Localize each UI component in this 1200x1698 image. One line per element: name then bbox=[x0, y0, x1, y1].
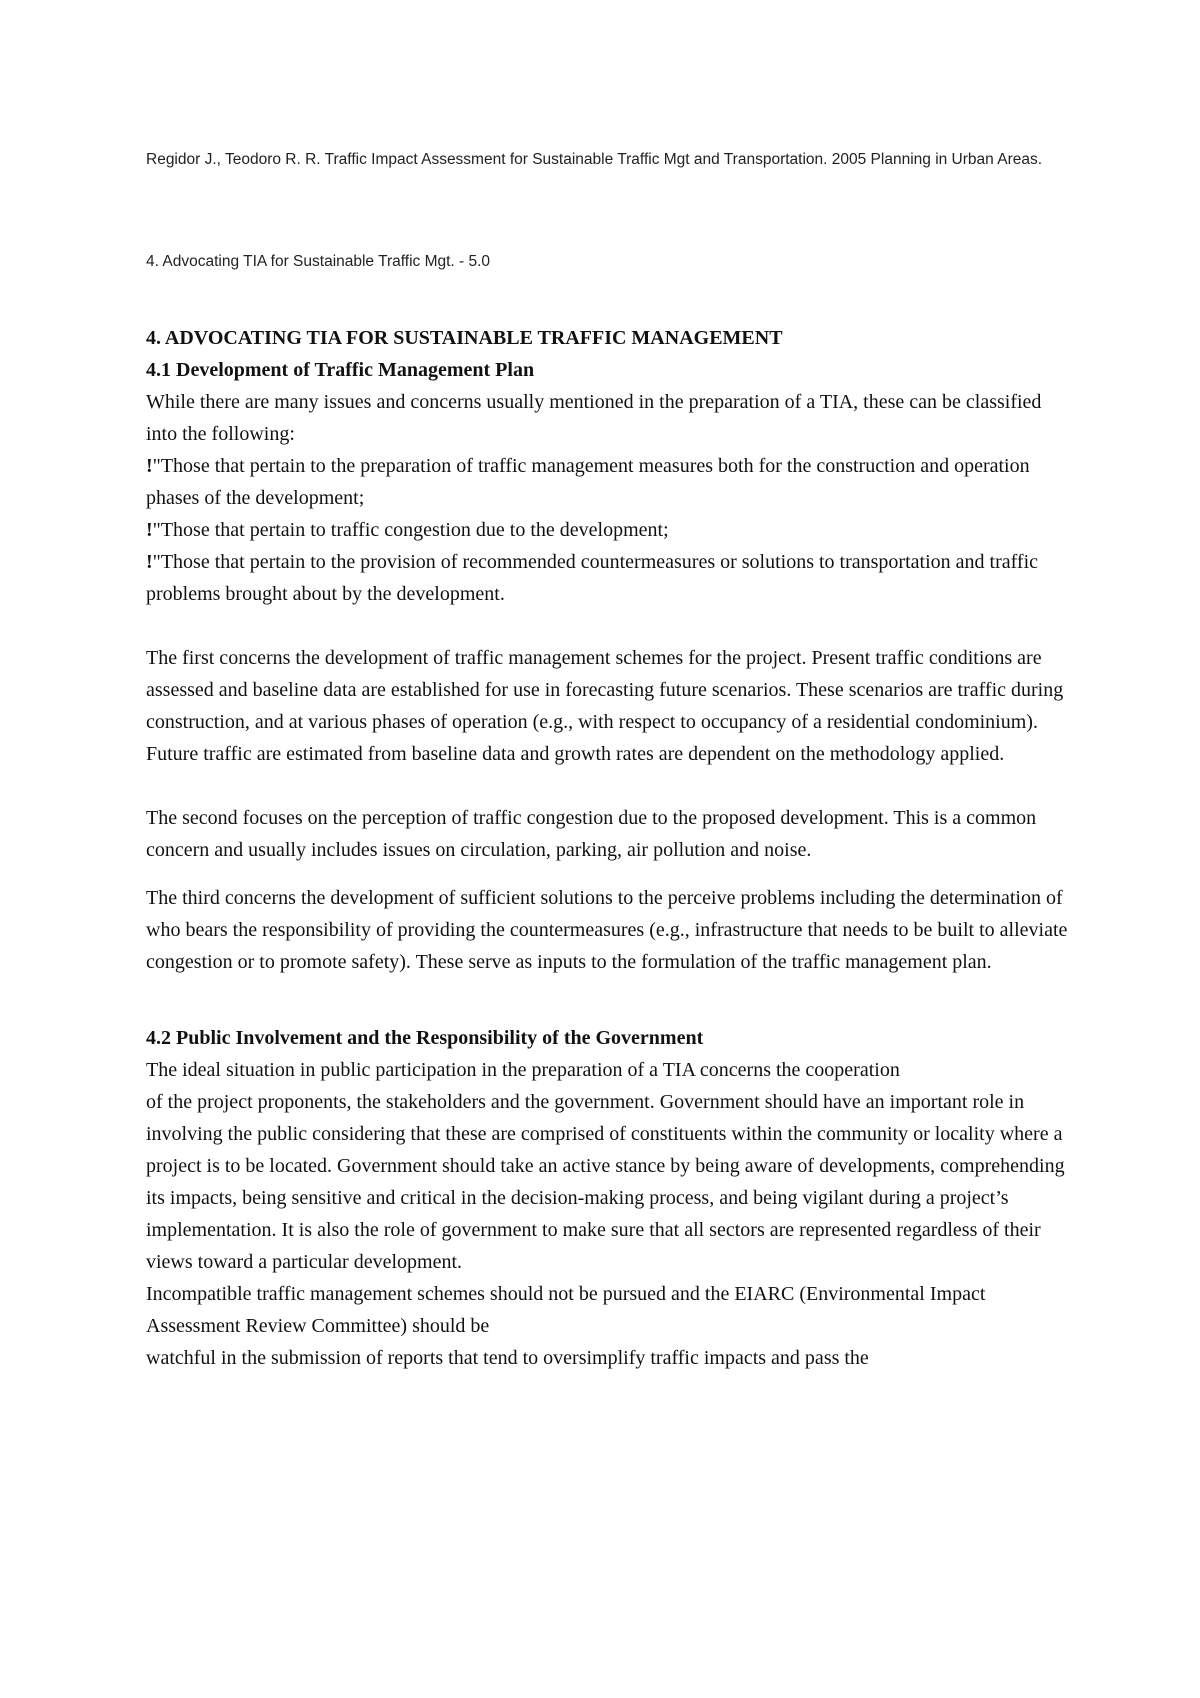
paragraph-public-line1: The ideal situation in public participation in the preparation of a TIA concerns the cooperation bbox=[146, 1059, 900, 1081]
list-item-text: "Those that pertain to traffic congestion due to the development; bbox=[152, 519, 669, 541]
list-item bbox=[146, 546, 1076, 610]
paragraph-first-concern: The first concerns the development of traffic management schemes for the project. Present traffic conditions are assessed and baseline data are established for use in forecasting future scenarios. These scenarios are traffic during construction, and at various phases of operation (e.g., with respect to occupancy of a residential condominium). Future traffic are estimated from baseline data and growth rates are dependent on the methodology applied. bbox=[146, 647, 1064, 765]
intro-paragraph: While there are many issues and concerns usually mentioned in the preparation of a TIA, these can be classified into the following: bbox=[146, 391, 1042, 445]
citation-text: Regidor J., Teodoro R. R. Traffic Impact Assessment for Sustainable Traffic Mgt and Transportation. 2005 Planning in Urban Areas. bbox=[146, 151, 1043, 168]
bullet-icon: ! bbox=[146, 455, 153, 477]
list-item-text: "Those that pertain to the preparation of traffic management measures both for the construction and operation phases of the development; bbox=[146, 455, 1030, 509]
bullet-icon: ! bbox=[146, 551, 153, 573]
subsection-heading-4-1: 4.1 Development of Traffic Management Plan bbox=[146, 359, 535, 381]
list-item bbox=[146, 450, 1076, 514]
list-item bbox=[146, 514, 1076, 546]
document-body bbox=[146, 322, 1076, 1374]
paragraph-second-focus: The second focuses on the perception of traffic congestion due to the proposed development. This is a common concern and usually includes issues on circulation, parking, air pollution and noise. bbox=[146, 807, 1037, 861]
paragraph-third-concern: The third concerns the development of sufficient solutions to the perceive problems including the determination of who bears the responsibility of providing the countermeasures (e.g., infrastructure that needs to be built to alleviate congestion or to promote safety). These serve as inputs to the formulation of the traffic management plan. bbox=[146, 887, 1068, 973]
subsection-heading-4-2: 4.2 Public Involvement and the Responsibility of the Government bbox=[146, 1027, 704, 1049]
paragraph-eiarc-line1: Incompatible traffic management schemes should not be pursued and the EIARC (Environmental Impact Assessment Review Committee) should be bbox=[146, 1283, 986, 1337]
section-heading: 4. ADVOCATING TIA FOR SUSTAINABLE TRAFFIC MANAGEMENT bbox=[146, 327, 783, 349]
paragraph-public-rest: of the project proponents, the stakeholders and the government. Government should have an important role in involving the public considering that these are comprised of constituents within the community or locality where a project is to be located. Government should take an active stance by being aware of developments, comprehending its impacts, being sensitive and critical in the decision-making process, and being vigilant during a project’s implementation. It is also the role of government to make sure that all sectors are represented regardless of their views toward a particular development. bbox=[146, 1091, 1065, 1273]
bullet-icon: ! bbox=[146, 519, 153, 541]
section-reference: 4. Advocating TIA for Sustainable Traffic Mgt. - 5.0 bbox=[146, 253, 491, 270]
list-item-text: "Those that pertain to the provision of recommended countermeasures or solutions to transportation and traffic problems brought about by the development. bbox=[146, 551, 1039, 605]
paragraph-eiarc-rest: watchful in the submission of reports that tend to oversimplify traffic impacts and pass the bbox=[146, 1347, 869, 1369]
